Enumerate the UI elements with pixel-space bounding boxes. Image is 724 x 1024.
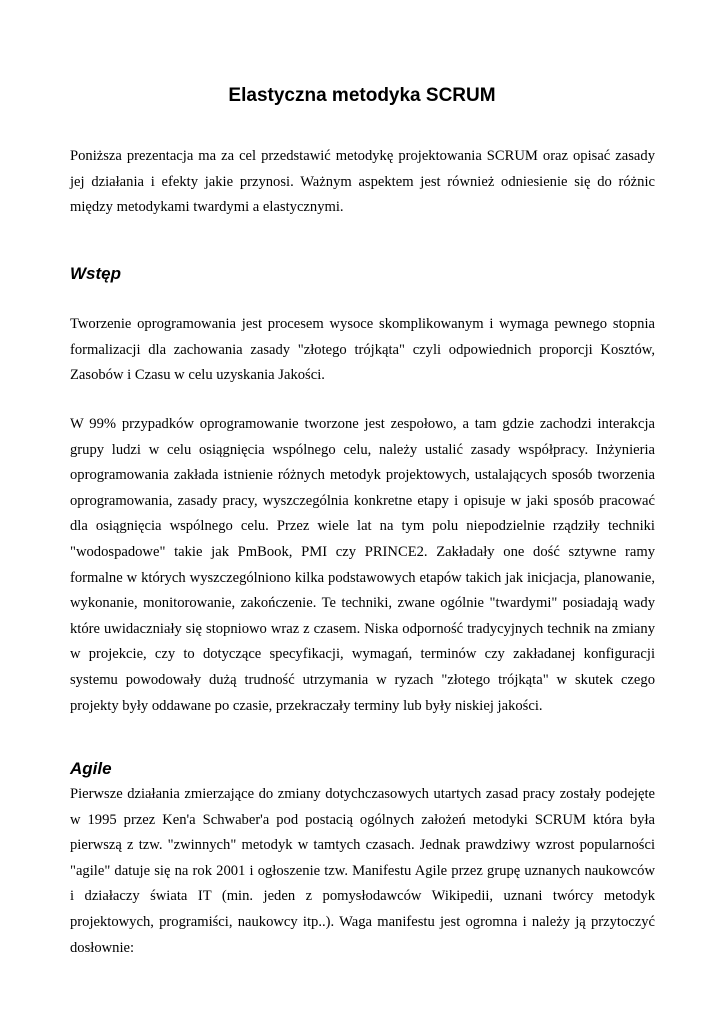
section-heading-wstep: Wstęp [70,264,121,283]
document-title: Elastyczna metodyka SCRUM [228,85,496,106]
section-wstep-paragraph-2: W 99% przypadków oprogramowanie tworzone jest zespołowo, a tam gdzie zachodzi interakcja grupy ludzi w celu osiągnięcia wspólnego celu, należy ustalić zasady współpracy. Inżynieria oprogramowania zakłada istnienie różnych metodyk projektowych, ustalających sposób tworzenia oprogramowania, zasady pracy, wyszczególnia konkretne etapy i opisuje w jaki sposób pracować dla osiągnięcia wspólnego celu. Przez wiele lat na tym polu niepodzielnie rządziły techniki "wodospadowe" takie jak PmBook, PMI czy PRINCE2. Zakładały one dość sztywne ramy formalne w których wyszczególniono kilka podstawowych etapów takich jak inicjacja, planowanie, wykonanie, monitorowanie, zakończenie. Te techniki, zwane ogólnie "twardymi" posiadają wady które uwidaczniały się stopniowo wraz z czasem. Niska odporność tradycyjnych technik na zmiany w projekcie, czy to dotyczące specyfikacji, wymagań, terminów czy zakładanej konfiguracji systemu powodowały dużą trudność utrzymania w ryzach "złotego trójkąta" w skutek czego projekty były oddawane po czasie, przekraczały terminy lub były niskiej jakości. [70,416,655,714]
section-wstep-paragraph-1: Tworzenie oprogramowania jest procesem wysoce skomplikowanym i wymaga pewnego stopnia formalizacji dla zachowania zasady "złotego trójkąta" czyli odpowiednich proporcji Kosztów, Zasobów i Czasu w celu uzyskania Jakości. [70,316,655,384]
intro-paragraph: Poniższa prezentacja ma za cel przedstawić metodykę projektowania SCRUM oraz opisać zasady jej działania i efekty jakie przynosi. Ważnym aspektem jest również odniesienie się do różnic między metodykami twardymi a elastycznymi. [70,148,655,216]
section-heading-agile: Agile [70,759,112,778]
section-agile-paragraph-1: Pierwsze działania zmierzające do zmiany dotychczasowych utartych zasad pracy zostały podejęte w 1995 przez Ken'a Schwaber'a pod postacią ogólnych założeń metodyki SCRUM która była pierwszą z tzw. "zwinnych" metodyk w tamtych czasach. Jednak prawdziwy wzrost popularności "agile" datuje się na rok 2001 i ogłoszenie tzw. Manifestu Agile przez grupę uznanych naukowców i działaczy świata IT (min. jeden z pomysłodawców Wikipedii, uznani twórcy metodyk projektowych, programiści, naukowcy itp..). Waga manifestu jest ogromna i należy ją przytoczyć dosłownie: [70,786,655,956]
